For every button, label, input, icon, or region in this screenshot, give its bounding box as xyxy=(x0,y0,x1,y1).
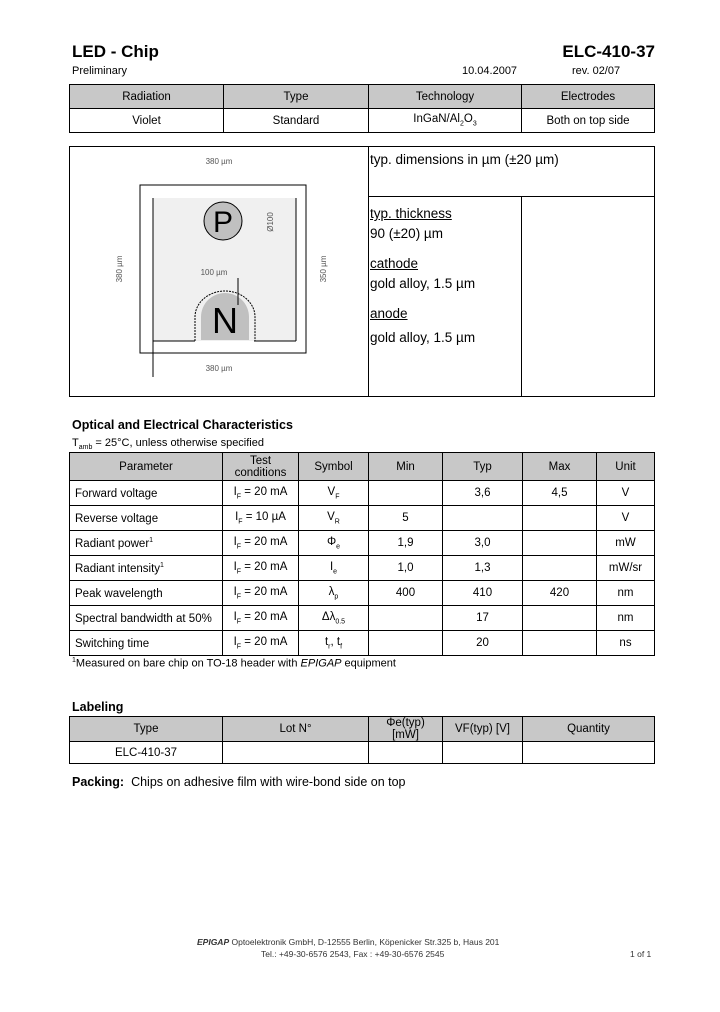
optical-table xyxy=(69,452,655,656)
thickness-value: 90 (±20) µm xyxy=(370,226,443,241)
unit-cell: V xyxy=(597,506,655,531)
col-header: Type xyxy=(70,717,223,742)
footer-address: EPIGAP Optoelektronik GmbH, D-12555 Berlin, Köpenicker Str.325 b, Haus 201 xyxy=(197,937,500,947)
table-row xyxy=(70,556,655,581)
table-row xyxy=(70,531,655,556)
footnote: $^1$Measured on bare chip on TO-18 header with EPIGAP equipment xyxy=(72,657,396,670)
col-header: Symbol xyxy=(299,453,369,481)
table-row xyxy=(70,506,655,531)
date: 10.04.2007 xyxy=(462,65,518,77)
bottom-dimension: 380 µm xyxy=(205,364,233,373)
min-cell: 1,0 xyxy=(369,556,443,581)
n-pad-label: N xyxy=(212,300,238,341)
max-cell xyxy=(523,506,597,531)
param-cell: Reverse voltage xyxy=(70,506,223,531)
summary-header: Radiation xyxy=(70,85,224,109)
condition-cell: $I_F = 20$ mA xyxy=(223,606,299,631)
col-header: Min xyxy=(369,453,443,481)
typ-cell xyxy=(443,506,523,531)
label-cell: ELC-410-37 xyxy=(70,742,223,764)
label-cell xyxy=(443,742,523,764)
param-cell: Forward voltage xyxy=(70,481,223,506)
param-cell: Radiant power$^1$ xyxy=(70,531,223,556)
col-header: Quantity xyxy=(523,717,655,742)
condition-cell: $I_F = 20$ mA xyxy=(223,531,299,556)
p-pad-label: P xyxy=(212,206,234,239)
label-cell xyxy=(369,742,443,764)
summary-value: Both on top side xyxy=(522,109,655,133)
col-header: Unit xyxy=(597,453,655,481)
param-cell: Peak wavelength xyxy=(70,581,223,606)
unit-cell: nm xyxy=(597,581,655,606)
symbol-cell: $\Delta\lambda_{0.5}$ xyxy=(299,606,369,631)
max-cell xyxy=(523,631,597,656)
col-header: Parameter xyxy=(70,453,223,481)
right-dimension: 350 µm xyxy=(319,255,328,283)
dims-title: typ. dimensions in µm (±20 µm) xyxy=(370,152,559,167)
chip-drawing xyxy=(70,147,368,396)
revision: rev. 02/07 xyxy=(572,65,621,77)
cathode-label: cathode xyxy=(370,256,419,271)
unit-cell: nm xyxy=(597,606,655,631)
unit-cell: V xyxy=(597,481,655,506)
min-cell xyxy=(369,631,443,656)
symbol-cell: $t_r$, $t_f$ xyxy=(299,631,369,656)
col-header: VF(typ) [V] xyxy=(443,717,523,742)
max-cell: 420 xyxy=(523,581,597,606)
col-header: Typ xyxy=(443,453,523,481)
typ-cell: 17 xyxy=(443,606,523,631)
col-header: Test conditions xyxy=(223,453,299,481)
min-cell xyxy=(369,606,443,631)
symbol-cell: $V_R$ xyxy=(299,506,369,531)
typ-cell: 410 xyxy=(443,581,523,606)
optical-heading: Optical and Electrical Characteristics xyxy=(72,418,293,432)
packing: Packing: Chips on adhesive film with wire-bond side on top xyxy=(72,775,406,789)
table-row xyxy=(70,581,655,606)
max-cell xyxy=(523,556,597,581)
min-cell: 5 xyxy=(369,506,443,531)
summary-value: Standard xyxy=(224,109,369,133)
condition-cell: $I_F = 20$ mA xyxy=(223,631,299,656)
col-header: Φe(typ) [mW] xyxy=(369,717,443,742)
param-cell: Switching time xyxy=(70,631,223,656)
left-dimension: 380 µm xyxy=(115,255,124,283)
pad-diameter: Ø100 xyxy=(266,212,275,232)
anode-label: anode xyxy=(370,306,408,321)
min-cell xyxy=(369,481,443,506)
label-cell xyxy=(223,742,369,764)
unit-cell: ns xyxy=(597,631,655,656)
condition-cell: $I_F = 20$ mA xyxy=(223,581,299,606)
col-header: Lot N° xyxy=(223,717,369,742)
min-cell: 1,9 xyxy=(369,531,443,556)
top-dimension: 380 µm xyxy=(205,157,233,166)
condition-cell: $I_F = 20$ mA xyxy=(223,481,299,506)
doc-title: LED - Chip xyxy=(72,42,159,61)
param-cell: Radiant intensity$^1$ xyxy=(70,556,223,581)
summary-table xyxy=(69,84,655,133)
condition-cell: $I_F = 10$ µA xyxy=(223,506,299,531)
col-header: Max xyxy=(523,453,597,481)
unit-cell: mW xyxy=(597,531,655,556)
typ-cell: 20 xyxy=(443,631,523,656)
min-cell: 400 xyxy=(369,581,443,606)
n-pad-dimension: 100 µm xyxy=(200,268,228,277)
max-cell: 4,5 xyxy=(523,481,597,506)
label-cell xyxy=(523,742,655,764)
typ-cell: 3,6 xyxy=(443,481,523,506)
max-cell xyxy=(523,606,597,631)
typ-cell: 1,3 xyxy=(443,556,523,581)
table-row xyxy=(70,481,655,506)
unit-cell: mW/sr xyxy=(597,556,655,581)
conditions-note: $T_{amb} = 25^\circ C$, unless otherwise specified xyxy=(72,437,264,452)
cathode-value: gold alloy, 1.5 µm xyxy=(370,276,476,291)
footer-contact: Tel.: +49-30-6576 2543, Fax : +49-30-6576 2545 xyxy=(261,949,445,959)
symbol-cell: $I_e$ xyxy=(299,556,369,581)
symbol-cell: $\lambda_p$ xyxy=(299,581,369,606)
symbol-cell: $V_F$ xyxy=(299,481,369,506)
anode-value: gold alloy, 1.5 µm xyxy=(370,330,476,345)
summary-value: Violet xyxy=(70,109,224,133)
labeling-table xyxy=(69,716,655,764)
table-row xyxy=(70,606,655,631)
table-row xyxy=(70,631,655,656)
part-number: ELC-410-37 xyxy=(562,42,655,61)
max-cell xyxy=(523,531,597,556)
summary-header: Technology xyxy=(369,85,522,109)
param-cell: Spectral bandwidth at 50% xyxy=(70,606,223,631)
thickness-label: typ. thickness xyxy=(370,206,452,221)
summary-header: Electrodes xyxy=(522,85,655,109)
symbol-cell: $\Phi_e$ xyxy=(299,531,369,556)
typ-cell: 3,0 xyxy=(443,531,523,556)
status: Preliminary xyxy=(72,65,128,77)
summary-header: Type xyxy=(224,85,369,109)
condition-cell: $I_F = 20$ mA xyxy=(223,556,299,581)
labeling-heading: Labeling xyxy=(72,700,124,714)
summary-value: InGaN/$Al_2O_3$ xyxy=(369,109,522,133)
page-number: 1 of 1 xyxy=(630,949,652,959)
